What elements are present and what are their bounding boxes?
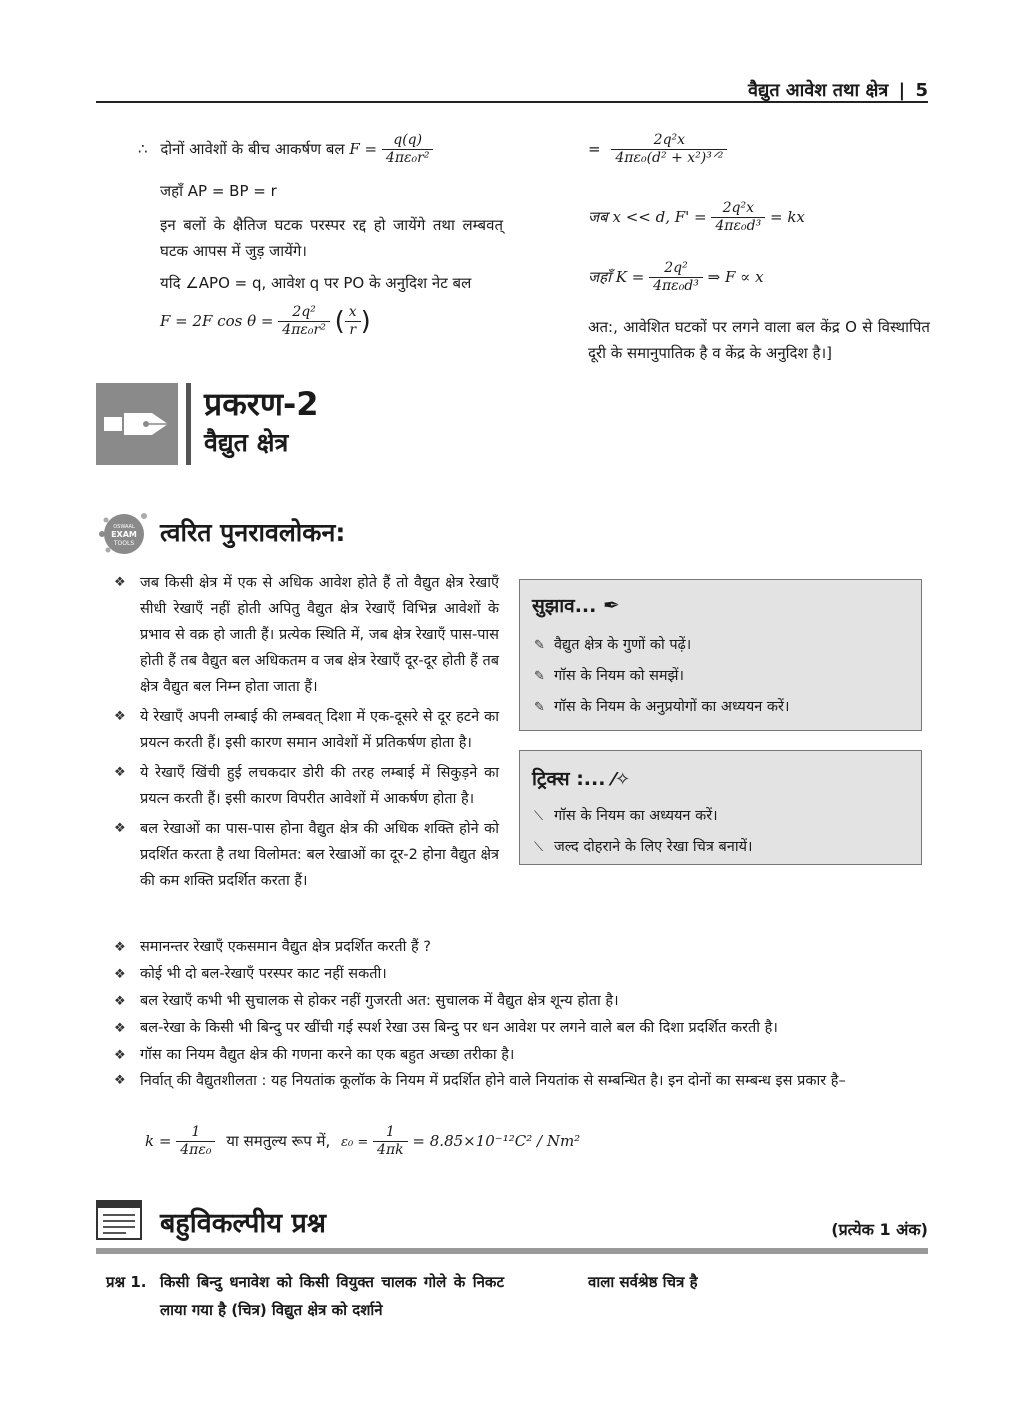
distance-line: जहाँ AP = BP = r — [160, 182, 277, 200]
proportional-result: ⇒ F ∝ x — [707, 268, 764, 286]
ratio-fraction — [345, 304, 361, 339]
fraction-numerator: q(q) — [382, 132, 434, 150]
wand-bullet-icon: ⟍ — [534, 809, 544, 824]
equivalent-form-text: या समतुल्य रूप में, — [226, 1132, 331, 1150]
left-derivation — [138, 132, 503, 339]
fraction-numerator: 1 — [176, 1124, 215, 1142]
mcq-marks: (प्रत्येक 1 अंक) — [831, 1220, 928, 1239]
right-derivation — [588, 132, 930, 366]
field-equation-3 — [588, 260, 930, 304]
fraction-numerator: 2q²x — [711, 200, 765, 218]
approx-condition: जब x << d, F' = — [588, 208, 707, 226]
epsilon-value: = 8.85×10⁻¹²C² / Nm² — [412, 1132, 581, 1150]
therefore-symbol: ∴ — [138, 140, 148, 158]
k-symbol: k = — [145, 1132, 172, 1150]
list-item: ❖ ये रेखाएँ खिंची हुई लचकदार डोरी की तरह लम्बाई में सिकुड़ने का प्रयत्न करती हैं। इसी कारण विपरीत आवेशों में आकर्षण होता है। — [114, 760, 499, 812]
list-item: ❖ बल-रेखा के किसी भी बिन्दु पर खींची गई स्पर्श रेखा उस बिन्दु पर धन आवेश पर लगने वाले बल की दिशा प्रदर्शित करती है। — [114, 1015, 934, 1042]
list-item: ❖ बल रेखाएँ कभी भी सुचालक से होकर नहीं गुजरती अत: सुचालक में वैद्युत क्षेत्र शून्य होता है। — [114, 988, 934, 1015]
wand-bullet-icon: ⟍ — [534, 840, 544, 855]
question-1 — [106, 1268, 504, 1324]
fraction-denominator: 4πk — [377, 1142, 404, 1158]
header-title: वैद्युत आवेश तथा क्षेत्र — [748, 80, 889, 101]
fraction-denominator: 4πε₀d³ — [653, 278, 699, 294]
document-list-icon — [96, 1200, 142, 1240]
list-item — [534, 630, 789, 661]
question-text: किसी बिन्दु धनावेश को किसी वियुक्त चालक गोले के निकट लाया गया है (चित्र) विद्युत क्षेत्र को दर्शाने — [160, 1273, 504, 1319]
trick-text: जल्द दोहराने के लिए रेखा चित्र बनायें। — [554, 839, 753, 855]
coulomb-fraction — [382, 132, 434, 167]
equals-kx: = kx — [769, 208, 805, 226]
review-title: त्वरित पुनरावलोकन: — [160, 518, 346, 547]
k-fraction — [649, 260, 703, 295]
k-definition: जहाँ K = — [588, 268, 645, 286]
tricks-box — [519, 750, 922, 865]
net-force-fraction — [278, 304, 330, 339]
suggestion-title: सुझाव... — [532, 595, 597, 617]
section-subtitle: वैद्युत क्षेत्र — [204, 428, 289, 457]
field-fraction-1 — [611, 132, 727, 167]
list-item: ❖ कोई भी दो बल-रेखाएँ परस्पर काट नहीं सकती। — [114, 961, 934, 988]
attraction-force-line — [138, 132, 503, 176]
page-number: 5 — [915, 80, 928, 101]
conclusion-paragraph: अत:, आवेशित घटकों पर लगने वाला बल केंद्र O से विस्थापित दूरी के समानुपातिक है व केंद्र के अनुदिश है।] — [588, 318, 930, 362]
tricks-title: ट्रिक्स :... — [532, 768, 606, 790]
epsilon-fraction — [373, 1124, 408, 1159]
mcq-rule — [96, 1248, 928, 1254]
fraction-denominator: 4πε₀d³ — [715, 218, 762, 234]
list-item: ❖ जब किसी क्षेत्र में एक से अधिक आवेश होते हैं तो वैद्युत क्षेत्र रेखाएँ सीधी रेखाएँ नहीं होती अपितु वैद्युत क्षेत्र रेखाएँ विभिन्न आवेशों के प्रभाव से वक्र हो जाती हैं। प्रत्येक स्थिति में, जब क्षेत्र रेखाएँ पास-पास होती हैं तब वैद्युत बल अधिकतम व जब क्षेत्र रेखाएँ दूर-दूर होती हैं तब क्षेत्र वैद्युत बल निम्न होता जाता हैं। — [114, 570, 499, 700]
k-fraction — [176, 1124, 215, 1159]
exam-tools-text-3: TOOLS — [113, 540, 135, 547]
section-divider — [186, 383, 191, 465]
pen-bullet-icon: ✎ — [534, 638, 545, 653]
review-bullets — [114, 570, 499, 894]
net-force-lhs: F = 2F cos θ = — [160, 312, 274, 330]
section-title: प्रकरण-2 — [204, 385, 319, 423]
net-force-line: F = 2F cos θ = $\frac{\text{2q²}}{\text{4πε₀r²}}$ ( $\frac{x}{r}$ ) — [160, 304, 371, 338]
suggestion-text: गॉस के नियम को समझें। — [554, 668, 684, 684]
list-item — [534, 692, 789, 723]
attraction-force-text: दोनों आवेशों के बीच आकर्षण बल — [160, 140, 345, 158]
list-item: ❖ ये रेखाएँ अपनी लम्बाई की लम्बवत् दिशा में एक-दूसरे से दूर हटने का प्रयत्न करती हैं। इसी कारण समान आवेशों में प्रतिकर्षण होता है। — [114, 704, 499, 756]
pen-bullet-icon: ✎ — [534, 669, 545, 684]
tricks-list — [534, 801, 753, 863]
pen-bullet-icon: ✎ — [534, 700, 545, 715]
list-item — [534, 832, 753, 863]
fraction-denominator: 4πε₀ — [180, 1142, 212, 1158]
magic-wand-icon: ⁄✧ — [612, 769, 631, 790]
force-symbol: F = — [349, 140, 378, 158]
field-equation-1 — [588, 132, 930, 182]
pen-icon: ✒ — [602, 593, 620, 617]
suggestion-text: वैद्युत क्षेत्र के गुणों को पढ़ें। — [554, 637, 692, 653]
pen-nib-icon — [96, 383, 178, 465]
mcq-title: बहुविकल्पीय प्रश्न — [160, 1208, 326, 1239]
angle-line: यदि ∠APO = q, आवेश q पर PO के अनुदिश नेट बल — [160, 274, 472, 292]
header-separator: | — [898, 80, 906, 101]
exam-tools-text-1: OSWAAL — [113, 524, 135, 530]
list-item: ❖ समानन्तर रेखाएँ एकसमान वैद्युत क्षेत्र प्रदर्शित करती हैं ? — [114, 934, 934, 961]
components-paragraph: इन बलों के क्षैतिज घटक परस्पर रद्द हो जायेंगे तथा लम्बवत् घटक आपस में जुड़ जायेंगे। — [160, 216, 503, 260]
list-item — [534, 801, 753, 832]
list-item — [534, 661, 789, 692]
list-item: ❖ गॉस का नियम वैद्युत क्षेत्र की गणना करने का एक बहुत अच्छा तरीका है। — [114, 1042, 934, 1069]
field-fraction-2 — [711, 200, 765, 235]
fraction-denominator: 4πε₀r² — [282, 322, 326, 338]
fraction-denominator: 4πε₀r² — [385, 150, 430, 166]
permittivity-formula — [145, 1124, 905, 1159]
suggestion-title-row — [532, 592, 620, 618]
question-label: प्रश्न 1. — [106, 1273, 147, 1291]
list-item: ❖ निर्वात् की वैद्युतशीलता : यह नियतांक कूलॉक के नियम में प्रदर्शित होने वाले नियतांक से सम्बन्धित है। इन दोनों का सम्बन्ध इस प्रकार है– — [114, 1069, 934, 1093]
suggestion-box — [519, 579, 922, 731]
header-rule — [96, 101, 928, 103]
list-item: ❖ बल रेखाओं का पास-पास होना वैद्युत क्षेत्र की अधिक शक्ति होने को प्रदर्शित करता है तथा विलोमत: बल रेखाओं का दूर-2 होना वैद्युत क्षेत्र की कम शक्ति प्रदर्शित करता हैं। — [114, 816, 499, 894]
exam-tools-icon — [96, 508, 150, 558]
fraction-numerator: 1 — [373, 1124, 408, 1142]
epsilon-symbol: ε₀ = — [341, 1135, 369, 1150]
fraction-numerator: 2q²x — [611, 132, 727, 150]
fraction-numerator: 2q² — [278, 304, 330, 322]
fraction-numerator: x — [345, 304, 361, 322]
exam-tools-text-2: EXAM — [111, 530, 137, 539]
question-1-continuation: वाला सर्वश्रेष्ठ चित्र है — [588, 1273, 698, 1291]
fraction-denominator: 4πε₀(d² + x²)³ᐟ² — [615, 150, 724, 166]
suggestion-list — [534, 630, 789, 723]
tricks-title-row — [532, 765, 630, 791]
review-wide-bullets — [114, 934, 934, 1093]
fraction-numerator: 2q² — [649, 260, 703, 278]
equals-sign: = — [588, 140, 601, 158]
trick-text: गॉस के नियम का अध्ययन करें। — [554, 808, 718, 824]
suggestion-text: गॉस के नियम के अनुप्रयोगों का अध्ययन करें। — [554, 699, 790, 715]
field-equation-2 — [588, 200, 930, 244]
running-header — [748, 78, 928, 102]
fraction-denominator: r — [349, 322, 357, 338]
